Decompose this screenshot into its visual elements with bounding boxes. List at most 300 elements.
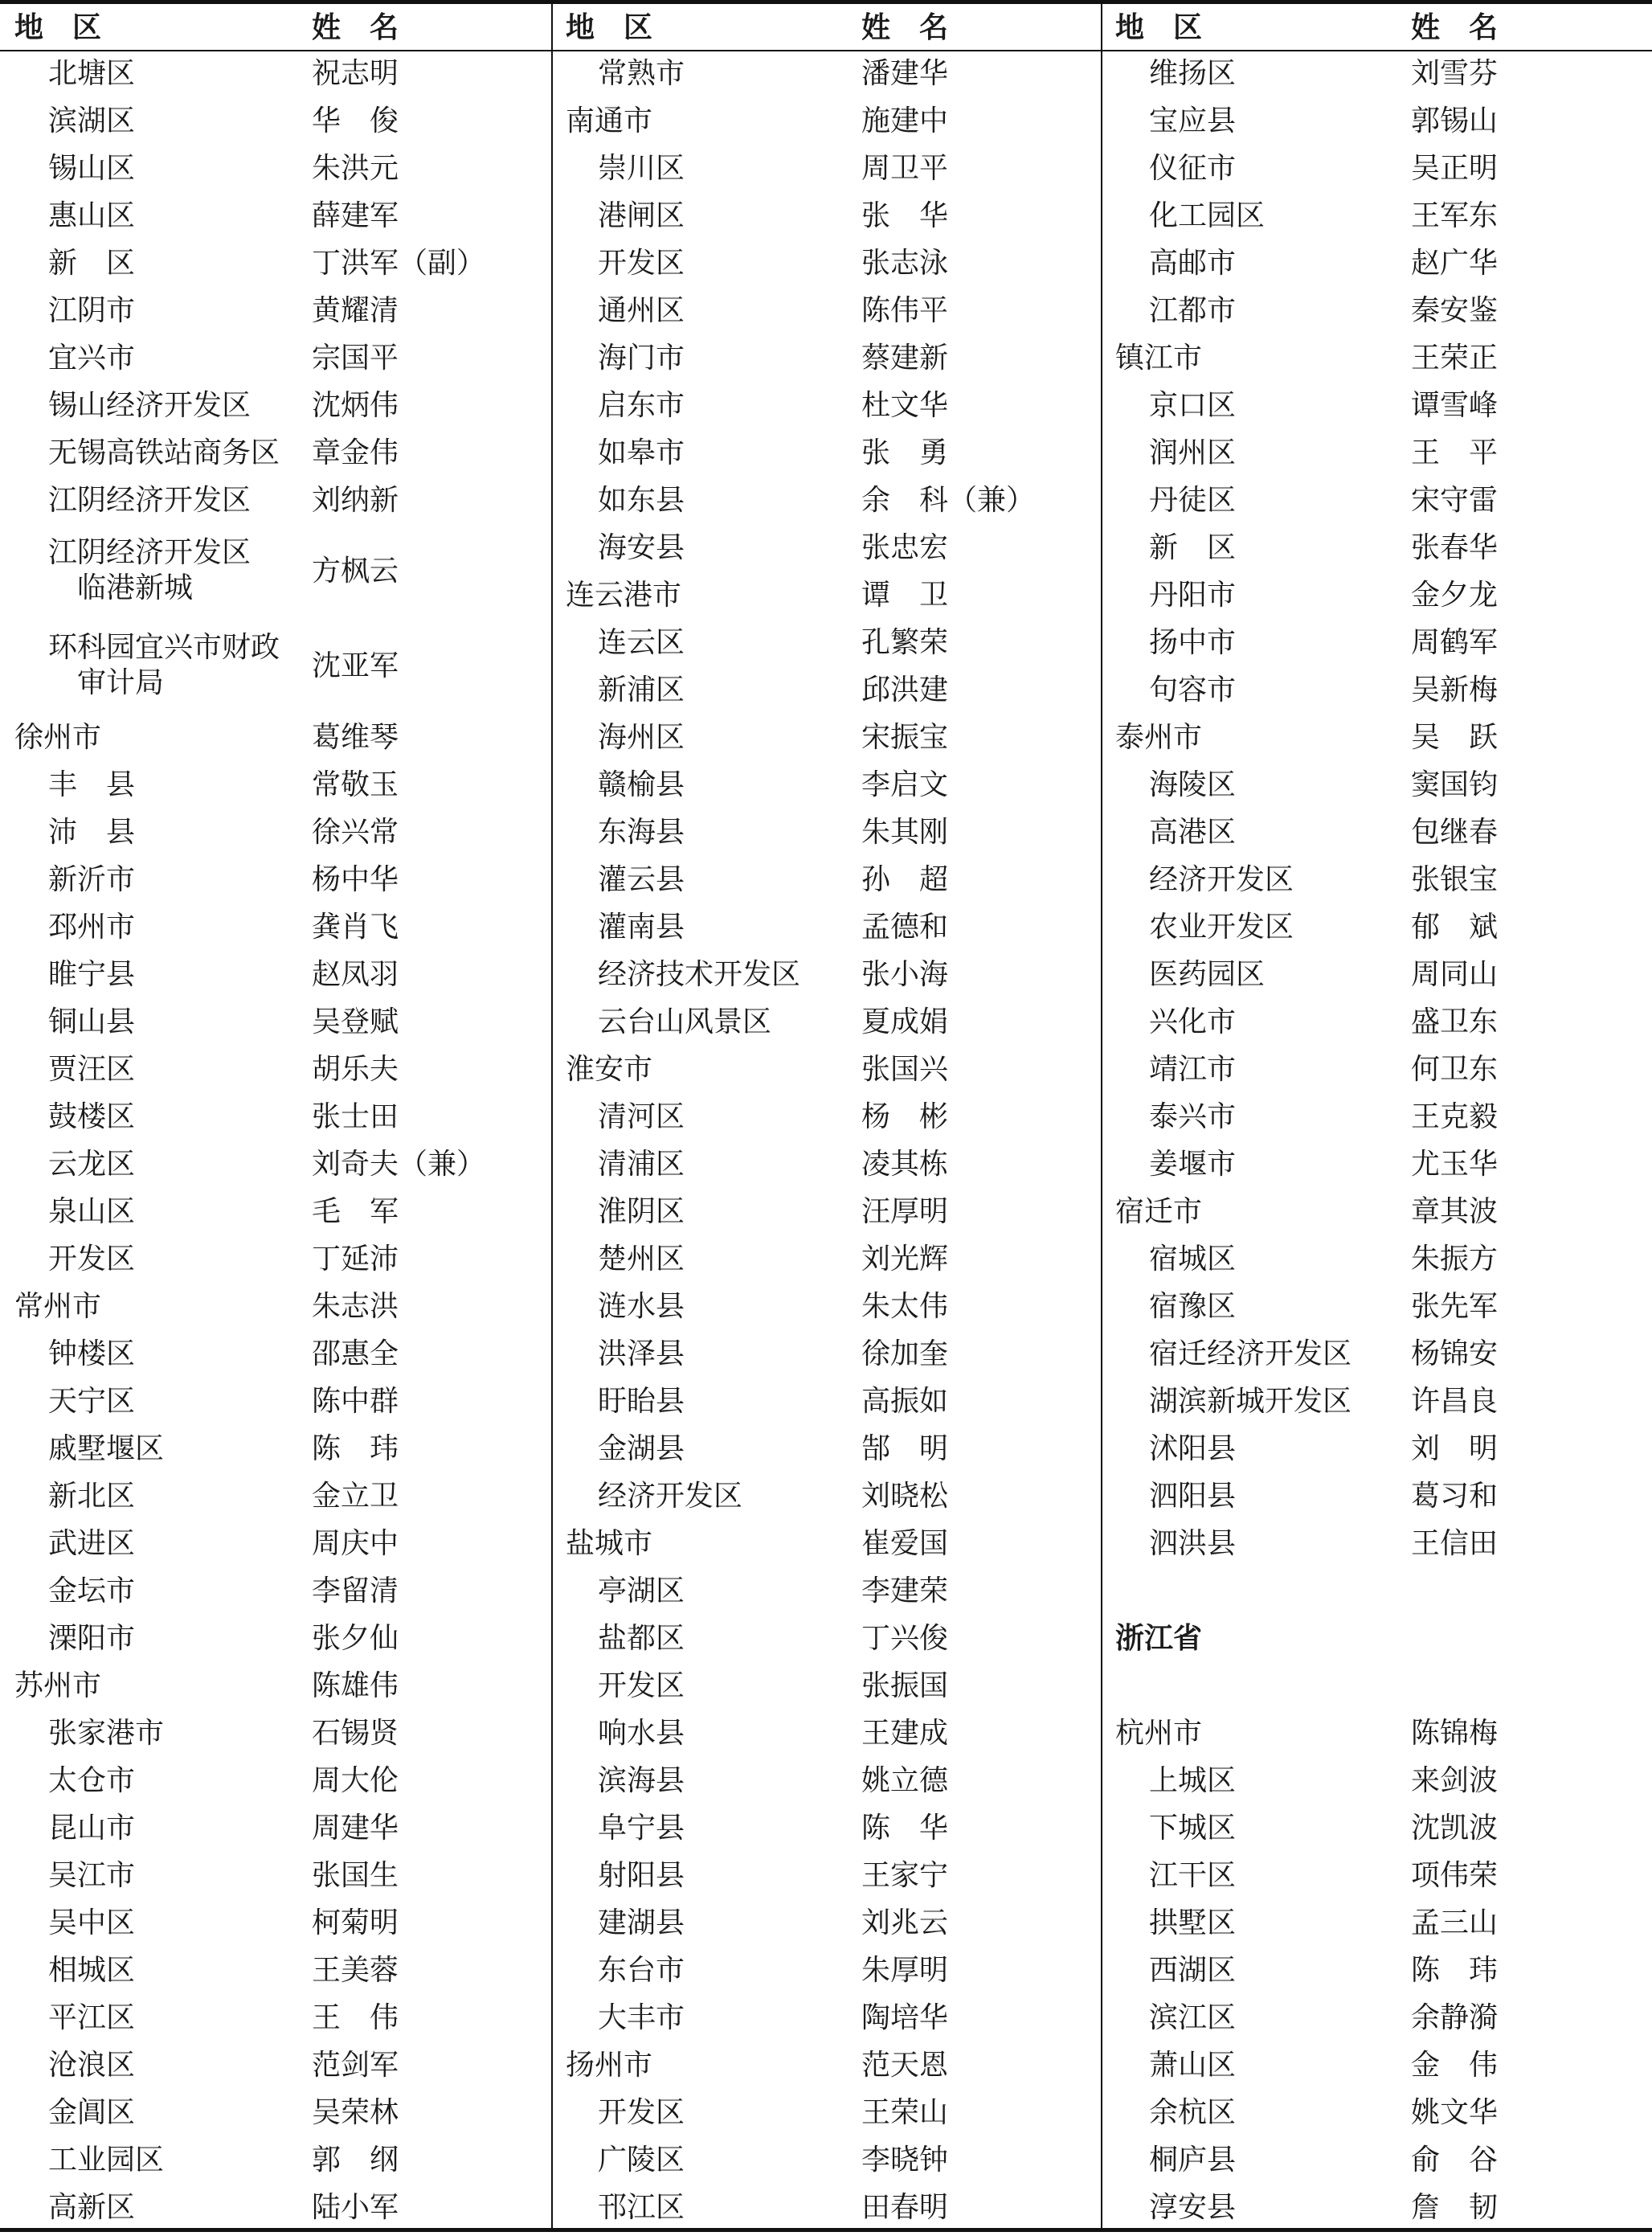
name-cell: 朱其刚 [861, 816, 949, 849]
region-cell: 金湖县 [598, 1432, 685, 1465]
table-row [553, 951, 1101, 998]
region-cell: 沧浪区 [48, 2049, 136, 2082]
header-name: 姓 名 [1411, 10, 1499, 44]
region-cell: 农业开发区 [1149, 911, 1294, 944]
table-row [553, 1662, 1101, 1710]
region-cell: 淳安县 [1149, 2191, 1237, 2224]
name-cell: 章金伟 [312, 436, 399, 469]
name-cell: 黄耀清 [312, 294, 399, 327]
name-cell: 张小海 [861, 958, 949, 991]
table-row [0, 1283, 551, 1330]
table-row [553, 429, 1101, 477]
name-cell: 刘纳新 [312, 484, 399, 517]
table-row [1102, 1330, 1652, 1378]
region-cell: 杭州市 [1115, 1717, 1203, 1750]
table-row [0, 429, 551, 477]
table-row [553, 619, 1101, 666]
table-row [0, 334, 551, 382]
name-cell: 张志泳 [861, 247, 949, 280]
table-row [1102, 1188, 1652, 1235]
region-cell: 丰 县 [48, 768, 136, 801]
region-cell: 仪征市 [1149, 152, 1237, 185]
name-cell: 张银宝 [1411, 863, 1499, 896]
table-row [553, 382, 1101, 429]
table-row [0, 1235, 551, 1283]
region-cell: 扬州市 [566, 2049, 653, 2082]
name-cell: 刘晓松 [861, 1480, 949, 1513]
table-column-1 [0, 0, 551, 2232]
name-cell: 祝志明 [312, 57, 399, 90]
name-cell: 华 俊 [312, 104, 399, 137]
name-cell: 包继春 [1411, 816, 1499, 849]
region-cell: 姜堰市 [1149, 1148, 1237, 1181]
table-row [553, 2136, 1101, 2184]
name-cell: 刘光辉 [861, 1243, 949, 1276]
name-cell: 詹 韧 [1411, 2191, 1499, 2224]
table-row [1102, 240, 1652, 287]
table-row [0, 903, 551, 951]
region-cell: 贾汪区 [48, 1053, 136, 1086]
region-cell: 宜兴市 [48, 342, 136, 375]
region-cell: 楚州区 [598, 1243, 685, 1276]
region-cell: 通州区 [598, 294, 685, 327]
name-cell: 周鹤军 [1411, 626, 1499, 659]
table-row [553, 192, 1101, 240]
name-cell: 陶培华 [861, 2001, 949, 2034]
region-cell: 经济开发区 [1149, 863, 1294, 896]
name-cell: 吴登赋 [312, 1005, 399, 1038]
name-cell: 丁洪军（副） [312, 247, 486, 280]
name-cell: 徐兴常 [312, 816, 399, 849]
name-cell: 蔡建新 [861, 342, 949, 375]
table-row [0, 1188, 551, 1235]
region-cell: 亭湖区 [598, 1575, 685, 1607]
name-cell: 吴荣林 [312, 2096, 399, 2129]
name-cell: 陈雄伟 [312, 1669, 399, 1702]
table-row [1102, 1472, 1652, 1520]
region-cell: 金坛市 [48, 1575, 136, 1607]
name-cell: 俞 谷 [1411, 2144, 1499, 2177]
table-row [0, 240, 551, 287]
name-cell: 薛建军 [312, 199, 399, 232]
name-cell: 宋守雷 [1411, 484, 1499, 517]
table-row [1102, 998, 1652, 1046]
region-cell: 句容市 [1149, 674, 1237, 706]
region-cell: 泰兴市 [1149, 1100, 1237, 1133]
table-row [553, 714, 1101, 761]
region-cell: 宿城区 [1149, 1243, 1237, 1276]
region-cell: 湖滨新城开发区 [1149, 1385, 1352, 1418]
table-row [553, 2184, 1101, 2231]
table-row [0, 192, 551, 240]
region-cell: 泰州市 [1115, 721, 1203, 754]
table-row [1102, 1994, 1652, 2041]
table-row [0, 1046, 551, 1093]
table-row [0, 1093, 551, 1141]
table-row [1102, 2041, 1652, 2089]
name-cell: 王军东 [1411, 199, 1499, 232]
table-row [1102, 571, 1652, 619]
table-row [553, 1472, 1101, 1520]
name-cell: 张国生 [312, 1859, 399, 1892]
region-cell: 云龙区 [48, 1148, 136, 1181]
region-cell: 海陵区 [1149, 768, 1237, 801]
table-row [553, 97, 1101, 145]
name-cell: 王 伟 [312, 2001, 399, 2034]
region-cell: 吴江市 [48, 1859, 136, 1892]
region-cell: 射阳县 [598, 1859, 685, 1892]
table-row [553, 1188, 1101, 1235]
name-cell: 王建成 [861, 1717, 949, 1750]
name-cell: 孟德和 [861, 911, 949, 944]
region-cell: 宿迁经济开发区 [1149, 1337, 1352, 1370]
region-cell: 滨湖区 [48, 104, 136, 137]
table-column-3 [1102, 0, 1652, 2232]
region-cell: 靖江市 [1149, 1053, 1237, 1086]
region-cell: 经济开发区 [598, 1480, 743, 1513]
table-row [0, 1472, 551, 1520]
region-cell: 武进区 [48, 1527, 136, 1560]
region-cell: 开发区 [598, 2096, 685, 2129]
name-cell: 赵凤羽 [312, 958, 399, 991]
region-cell: 海州区 [598, 721, 685, 754]
table-row [1102, 1662, 1652, 1710]
name-cell: 施建中 [861, 104, 949, 137]
table-row [0, 1852, 551, 1899]
name-cell: 邵惠全 [312, 1337, 399, 1370]
table-row [1102, 714, 1652, 761]
name-cell: 李启文 [861, 768, 949, 801]
region-cell: 连云港市 [566, 579, 682, 612]
region-cell: 盐城市 [566, 1527, 653, 1560]
region-cell: 灌南县 [598, 911, 685, 944]
region-cell: 如皋市 [598, 436, 685, 469]
table-row [0, 145, 551, 192]
region-cell: 邗江区 [598, 2191, 685, 2224]
region-cell: 泗洪县 [1149, 1527, 1237, 1560]
name-cell: 项伟荣 [1411, 1859, 1499, 1892]
region-cell: 开发区 [598, 1669, 685, 1702]
region-cell: 无锡高铁站商务区 [48, 436, 280, 469]
region-cell: 余杭区 [1149, 2096, 1237, 2129]
table-row [1102, 619, 1652, 666]
name-cell: 孟三山 [1411, 1906, 1499, 1939]
name-cell: 陈 玮 [1411, 1954, 1499, 1987]
region-cell: 浙江省 [1115, 1621, 1203, 1655]
table-row [553, 50, 1101, 97]
name-cell: 石锡贤 [312, 1717, 399, 1750]
region-cell: 清河区 [598, 1100, 685, 1133]
region-cell: 江阴经济开发区 临港新城 [48, 536, 251, 604]
region-cell: 江阴市 [48, 294, 136, 327]
region-cell: 天宁区 [48, 1385, 136, 1418]
name-cell: 汪厚明 [861, 1195, 949, 1228]
table-row [1102, 1899, 1652, 1947]
name-cell: 周同山 [1411, 958, 1499, 991]
table-row [553, 809, 1101, 856]
region-cell: 戚墅堰区 [48, 1432, 165, 1465]
name-cell: 金立卫 [312, 1480, 399, 1513]
table-row [553, 240, 1101, 287]
name-cell: 高振如 [861, 1385, 949, 1418]
name-cell: 王美蓉 [312, 1954, 399, 1987]
table-row [0, 50, 551, 97]
name-cell: 葛维琴 [312, 721, 399, 754]
region-cell: 新 区 [48, 247, 136, 280]
table-row [0, 1899, 551, 1947]
region-cell: 相城区 [48, 1954, 136, 1987]
region-cell: 兴化市 [1149, 1005, 1237, 1038]
region-cell: 江阴经济开发区 [48, 484, 251, 517]
region-cell: 高邮市 [1149, 247, 1237, 280]
table-row [0, 951, 551, 998]
table-row [553, 1330, 1101, 1378]
name-cell: 朱太伟 [861, 1290, 949, 1323]
table-row [1102, 334, 1652, 382]
name-cell: 方枫云 [312, 555, 399, 588]
region-cell: 大丰市 [598, 2001, 685, 2034]
region-cell: 盱眙县 [598, 1385, 685, 1418]
table-row [1102, 1378, 1652, 1425]
table-row [0, 619, 551, 714]
region-cell: 滨江区 [1149, 2001, 1237, 2034]
name-cell: 朱志洪 [312, 1290, 399, 1323]
region-cell: 张家港市 [48, 1717, 165, 1750]
region-cell: 东海县 [598, 816, 685, 849]
table-row [1102, 192, 1652, 240]
name-cell: 周建华 [312, 1812, 399, 1845]
table-row [1102, 1235, 1652, 1283]
table-row [553, 1425, 1101, 1472]
region-cell: 宿豫区 [1149, 1290, 1237, 1323]
table-row [0, 1378, 551, 1425]
name-cell: 陈锦梅 [1411, 1717, 1499, 1750]
region-cell: 涟水县 [598, 1290, 685, 1323]
table-row [0, 2184, 551, 2231]
region-cell: 新北区 [48, 1480, 136, 1513]
name-cell: 毛 军 [312, 1195, 399, 1228]
name-cell: 窦国钧 [1411, 768, 1499, 801]
region-cell: 泗阳县 [1149, 1480, 1237, 1513]
region-cell: 镇江市 [1115, 342, 1203, 375]
name-cell: 葛习和 [1411, 1480, 1499, 1513]
table-row [0, 524, 551, 619]
region-cell: 化工园区 [1149, 199, 1266, 232]
name-cell: 范天恩 [861, 2049, 949, 2082]
name-cell: 朱厚明 [861, 1954, 949, 1987]
name-cell: 赵广华 [1411, 247, 1499, 280]
table-row [0, 1994, 551, 2041]
region-cell: 新 区 [1149, 531, 1237, 564]
name-cell: 孙 超 [861, 863, 949, 896]
region-cell: 阜宁县 [598, 1812, 685, 1845]
name-cell: 张 华 [861, 199, 949, 232]
region-cell: 高新区 [48, 2191, 136, 2224]
region-cell: 常熟市 [598, 57, 685, 90]
region-cell: 金阊区 [48, 2096, 136, 2129]
name-cell: 张春华 [1411, 531, 1499, 564]
table-row [1102, 1093, 1652, 1141]
table-row [553, 1141, 1101, 1188]
table-row [0, 1710, 551, 1757]
region-cell: 丹阳市 [1149, 579, 1237, 612]
region-cell: 徐州市 [14, 721, 102, 754]
region-cell: 南通市 [566, 104, 653, 137]
region-cell: 洪泽县 [598, 1337, 685, 1370]
name-cell: 张士田 [312, 1100, 399, 1133]
table-row [0, 856, 551, 903]
region-cell: 医药园区 [1149, 958, 1266, 991]
name-cell: 王 平 [1411, 436, 1499, 469]
name-cell: 王克毅 [1411, 1100, 1499, 1133]
header-name: 姓 名 [312, 10, 399, 44]
table-row [553, 998, 1101, 1046]
region-cell: 环科园宜兴市财政 审计局 [48, 631, 280, 699]
name-cell: 陆小军 [312, 2191, 399, 2224]
table-row [1102, 2136, 1652, 2184]
region-cell: 如东县 [598, 484, 685, 517]
table-row [0, 761, 551, 809]
region-cell: 平江区 [48, 2001, 136, 2034]
name-cell: 金夕龙 [1411, 579, 1499, 612]
name-cell: 陈伟平 [861, 294, 949, 327]
region-cell: 盐都区 [598, 1622, 685, 1655]
table-row [0, 287, 551, 334]
name-cell: 王荣正 [1411, 342, 1499, 375]
region-cell: 桐庐县 [1149, 2144, 1237, 2177]
name-cell: 李建荣 [861, 1575, 949, 1607]
name-cell: 李晓钟 [861, 2144, 949, 2177]
region-cell: 经济技术开发区 [598, 958, 801, 991]
region-cell: 江都市 [1149, 294, 1237, 327]
table-row [0, 714, 551, 761]
region-cell: 苏州市 [14, 1669, 102, 1702]
name-cell: 杨 彬 [861, 1100, 949, 1133]
table-row [553, 287, 1101, 334]
table-row [0, 1330, 551, 1378]
region-cell: 鼓楼区 [48, 1100, 136, 1133]
table-row [553, 1710, 1101, 1757]
region-cell: 京口区 [1149, 389, 1237, 422]
table-row [0, 2041, 551, 2089]
region-cell: 滨海县 [598, 1764, 685, 1797]
name-cell: 龚肖飞 [312, 911, 399, 944]
table-row [1102, 903, 1652, 951]
table-row [0, 97, 551, 145]
table-row [553, 1283, 1101, 1330]
name-cell: 盛卫东 [1411, 1005, 1499, 1038]
region-cell: 新浦区 [598, 674, 685, 706]
name-cell: 周庆中 [312, 1527, 399, 1560]
name-cell: 沈炳伟 [312, 389, 399, 422]
name-cell: 丁兴俊 [861, 1622, 949, 1655]
name-cell: 姚立德 [861, 1764, 949, 1797]
header-region: 地 区 [14, 10, 102, 44]
name-cell: 孔繁荣 [861, 626, 949, 659]
name-cell: 王家宁 [861, 1859, 949, 1892]
name-cell: 宋振宝 [861, 721, 949, 754]
table-row [1102, 524, 1652, 571]
region-cell: 启东市 [598, 389, 685, 422]
table-row [553, 1046, 1101, 1093]
table-row [1102, 666, 1652, 714]
table-row [553, 145, 1101, 192]
table-row [1102, 382, 1652, 429]
region-cell: 常州市 [14, 1290, 102, 1323]
table-row [1102, 1710, 1652, 1757]
region-cell: 海门市 [598, 342, 685, 375]
table-row [1102, 951, 1652, 998]
name-cell: 胡乐夫 [312, 1053, 399, 1086]
table-row [0, 1520, 551, 1567]
region-cell: 锡山区 [48, 152, 136, 185]
name-cell: 王信田 [1411, 1527, 1499, 1560]
name-cell: 来剑波 [1411, 1764, 1499, 1797]
name-cell: 郭锡山 [1411, 104, 1499, 137]
name-cell: 姚文华 [1411, 2096, 1499, 2129]
region-cell: 下城区 [1149, 1812, 1237, 1845]
region-cell: 开发区 [598, 247, 685, 280]
table-row [553, 903, 1101, 951]
region-cell: 拱墅区 [1149, 1906, 1237, 1939]
table-row [553, 666, 1101, 714]
region-cell: 钟楼区 [48, 1337, 136, 1370]
name-cell: 刘奇夫（兼） [312, 1148, 486, 1181]
table-row [0, 2136, 551, 2184]
name-cell: 张忠宏 [861, 531, 949, 564]
name-cell: 邱洪建 [861, 674, 949, 706]
region-cell: 上城区 [1149, 1764, 1237, 1797]
table-row [1102, 50, 1652, 97]
name-cell: 沈亚军 [312, 649, 399, 682]
region-cell: 新沂市 [48, 863, 136, 896]
region-cell: 宝应县 [1149, 104, 1237, 137]
region-cell: 润州区 [1149, 436, 1237, 469]
table-row [0, 2089, 551, 2136]
table-row [0, 1947, 551, 1994]
region-cell: 淮安市 [566, 1053, 653, 1086]
table-row [553, 1804, 1101, 1852]
table-row [1102, 1283, 1652, 1330]
name-cell: 张国兴 [861, 1053, 949, 1086]
region-cell: 昆山市 [48, 1812, 136, 1845]
table-row [1102, 809, 1652, 856]
name-cell: 吴新梅 [1411, 674, 1499, 706]
table-row [1102, 477, 1652, 524]
table-row [1102, 1425, 1652, 1472]
name-cell: 周大伦 [312, 1764, 399, 1797]
region-cell: 清浦区 [598, 1148, 685, 1181]
table-row [553, 524, 1101, 571]
table-row [0, 1425, 551, 1472]
table-row [553, 1994, 1101, 2041]
name-cell: 许昌良 [1411, 1385, 1499, 1418]
table-row [553, 1235, 1101, 1283]
region-cell: 铜山县 [48, 1005, 136, 1038]
name-cell: 郜 明 [861, 1432, 949, 1465]
table-row [0, 1567, 551, 1615]
region-cell: 沭阳县 [1149, 1432, 1237, 1465]
name-cell: 杜文华 [861, 389, 949, 422]
region-cell: 扬中市 [1149, 626, 1237, 659]
name-cell: 张 勇 [861, 436, 949, 469]
name-cell: 刘兆云 [861, 1906, 949, 1939]
name-cell: 陈 玮 [312, 1432, 399, 1465]
table-row [1102, 1757, 1652, 1804]
region-cell: 响水县 [598, 1717, 685, 1750]
table-row [553, 571, 1101, 619]
name-cell: 杨中华 [312, 863, 399, 896]
